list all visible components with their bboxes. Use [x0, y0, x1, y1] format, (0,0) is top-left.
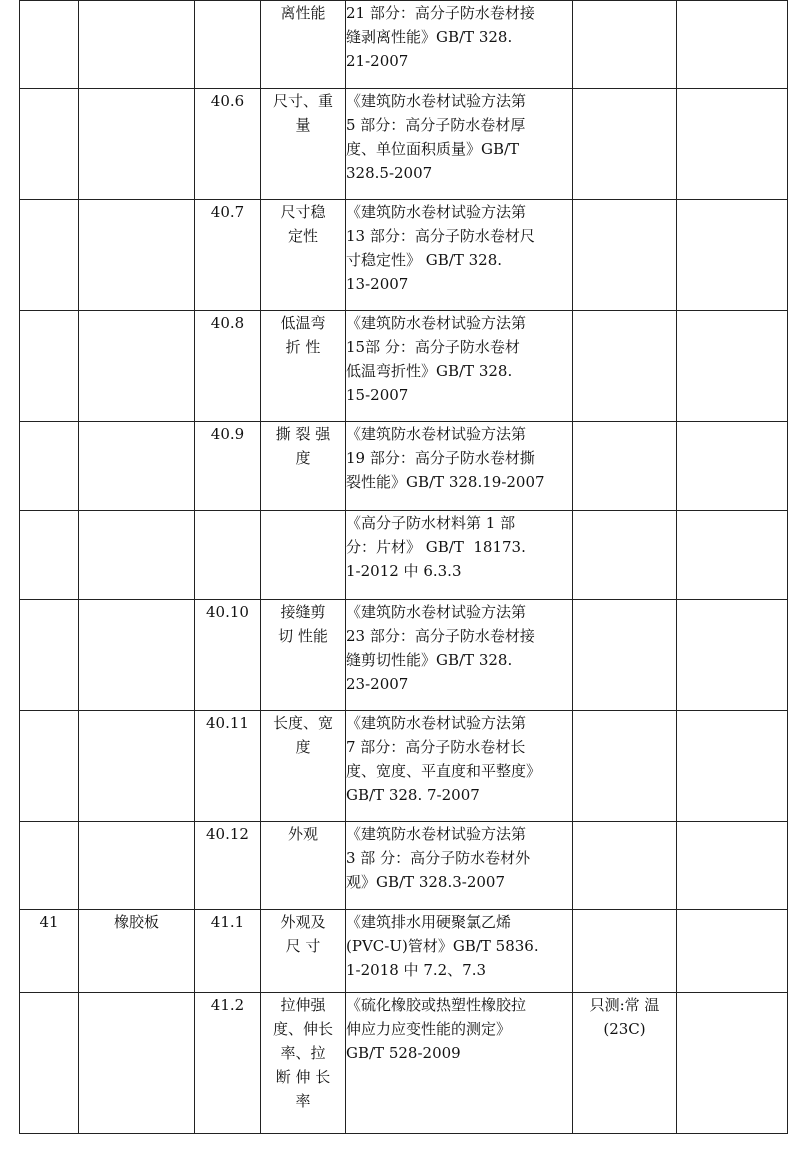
sub-item-number-cell-text: 40.10 — [206, 603, 249, 621]
test-item-cell — [261, 422, 346, 511]
table-row — [20, 993, 788, 1134]
test-item-cell — [261, 89, 346, 200]
standard-cell — [346, 200, 573, 311]
limitation-cell — [573, 910, 677, 993]
sub-item-number-cell — [195, 910, 261, 993]
seq-number-cell — [20, 311, 79, 422]
standard-cell-line: 低温弯折性》GB/T 328. — [346, 362, 513, 380]
standard-cell — [346, 822, 573, 910]
test-item-cell-line: 度 — [295, 449, 311, 467]
table-row — [20, 822, 788, 910]
sub-item-number-cell — [195, 89, 261, 200]
standard-cell-line: 《高分子防水材料第 1 部 — [346, 514, 516, 532]
sub-item-number-cell — [195, 1, 261, 89]
sub-item-number-cell-text: 41.1 — [210, 913, 245, 931]
limitation-cell — [573, 711, 677, 822]
product-name-cell — [79, 1, 195, 89]
table-row — [20, 511, 788, 600]
test-item-cell-line: 率 — [295, 1092, 311, 1110]
seq-number-cell — [20, 822, 79, 910]
limitation-cell — [573, 200, 677, 311]
note-cell — [677, 89, 788, 200]
product-name-cell — [79, 600, 195, 711]
standard-cell-line: 1-2018 中 7.2、7.3 — [346, 961, 487, 979]
limitation-cell — [573, 422, 677, 511]
table-row — [20, 311, 788, 422]
standard-cell-line: GB/T 528-2009 — [346, 1044, 461, 1062]
standard-cell-line: 观》GB/T 328.3-2007 — [346, 873, 506, 891]
standard-cell-line: 1-2012 中 6.3.3 — [346, 562, 462, 580]
test-item-cell-line: 撕 裂 强 — [275, 425, 331, 443]
sub-item-number-cell-text: 41.2 — [210, 996, 245, 1014]
standard-cell-line: 缝剥离性能》GB/T 328. — [346, 28, 513, 46]
standard-cell-line: 《建筑防水卷材试验方法第 — [346, 714, 527, 732]
test-item-cell-line: 尺寸稳 — [280, 203, 326, 221]
seq-number-cell-text: 41 — [39, 913, 59, 931]
limitation-cell-line: (23C) — [603, 1020, 646, 1038]
standard-cell-line: 《建筑排水用硬聚氯乙烯 — [346, 913, 512, 931]
test-item-cell-line: 拉伸强 — [280, 996, 326, 1014]
standard-cell-line: 21-2007 — [346, 52, 409, 70]
product-name-cell — [79, 711, 195, 822]
standard-cell-line: 度、宽度、平直度和平整度》 — [346, 762, 542, 780]
standard-cell — [346, 311, 573, 422]
standard-cell-line: 13-2007 — [346, 275, 409, 293]
standard-cell-line: 《建筑防水卷材试验方法第 — [346, 92, 527, 110]
test-item-cell-line: 低温弯 — [280, 314, 326, 332]
product-name-cell — [79, 200, 195, 311]
product-name-cell — [79, 89, 195, 200]
standard-cell — [346, 89, 573, 200]
standard-cell-line: 伸应力应变性能的测定》 — [346, 1020, 512, 1038]
standard-cell-line: 23 部分：高分子防水卷材接 — [346, 627, 535, 645]
standard-cell-line: 分：片材》 GB/T 18173. — [346, 538, 526, 556]
test-item-cell — [261, 711, 346, 822]
seq-number-cell — [20, 422, 79, 511]
test-item-cell-line: 尺寸、重 — [272, 92, 333, 110]
standard-cell-line: 《硫化橡胶或热塑性橡胶拉 — [346, 996, 527, 1014]
standard-cell-line: (PVC-U)管材》GB/T 5836. — [346, 937, 539, 955]
test-item-cell-line: 接缝剪 — [280, 603, 326, 621]
seq-number-cell — [20, 910, 79, 993]
standard-cell — [346, 711, 573, 822]
standard-cell — [346, 1, 573, 89]
product-name-cell — [79, 311, 195, 422]
note-cell — [677, 422, 788, 511]
seq-number-cell — [20, 1, 79, 89]
standard-cell — [346, 600, 573, 711]
test-item-cell — [261, 822, 346, 910]
sub-item-number-cell-text: 40.9 — [210, 425, 245, 443]
seq-number-cell — [20, 600, 79, 711]
test-item-cell-line: 定性 — [287, 227, 318, 245]
standard-cell-line: 《建筑防水卷材试验方法第 — [346, 825, 527, 843]
table-body — [20, 1, 788, 1134]
table-row — [20, 200, 788, 311]
standard-cell-line: 15部 分：高分子防水卷材 — [346, 338, 520, 356]
test-item-cell-line: 度、伸长 — [272, 1020, 333, 1038]
seq-number-cell — [20, 711, 79, 822]
note-cell — [677, 711, 788, 822]
standard-cell-line: 23-2007 — [346, 675, 409, 693]
test-item-cell-line: 折 性 — [285, 338, 321, 356]
standard-cell-line: 裂性能》GB/T 328.19-2007 — [346, 473, 545, 491]
standard-cell-line: 度、单位面积质量》GB/T — [346, 140, 520, 158]
test-item-cell-line: 外观及 — [280, 913, 326, 931]
standard-cell-line: 13 部分：高分子防水卷材尺 — [346, 227, 535, 245]
test-item-cell-line: 度 — [295, 738, 311, 756]
sub-item-number-cell-text: 40.11 — [206, 714, 249, 732]
sub-item-number-cell — [195, 200, 261, 311]
test-item-cell — [261, 511, 346, 600]
note-cell — [677, 993, 788, 1134]
test-item-cell — [261, 600, 346, 711]
note-cell — [677, 1, 788, 89]
note-cell — [677, 822, 788, 910]
sub-item-number-cell — [195, 711, 261, 822]
standard-cell-line: 3 部 分：高分子防水卷材外 — [346, 849, 531, 867]
test-item-cell — [261, 910, 346, 993]
sub-item-number-cell — [195, 422, 261, 511]
product-name-cell-text: 橡胶板 — [113, 913, 159, 931]
limitation-cell — [573, 822, 677, 910]
limitation-cell — [573, 993, 677, 1134]
table-row — [20, 910, 788, 993]
limitation-cell — [573, 311, 677, 422]
product-name-cell — [79, 993, 195, 1134]
seq-number-cell — [20, 89, 79, 200]
note-cell — [677, 200, 788, 311]
table-row — [20, 600, 788, 711]
test-item-cell — [261, 200, 346, 311]
standard-cell-line: 21 部分：高分子防水卷材接 — [346, 4, 535, 22]
standard-cell-line: 7 部分：高分子防水卷材长 — [346, 738, 526, 756]
sub-item-number-cell-text: 40.7 — [210, 203, 245, 221]
note-cell — [677, 511, 788, 600]
sub-item-number-cell — [195, 600, 261, 711]
test-item-cell-line: 率、拉 — [280, 1044, 326, 1062]
standard-cell — [346, 511, 573, 600]
table-row — [20, 89, 788, 200]
standards-table — [19, 0, 788, 1134]
standard-cell — [346, 910, 573, 993]
test-item-cell-line: 尺 寸 — [285, 937, 321, 955]
sub-item-number-cell-text: 40.6 — [210, 92, 245, 110]
sub-item-number-cell — [195, 511, 261, 600]
seq-number-cell — [20, 200, 79, 311]
test-item-cell — [261, 993, 346, 1134]
test-item-cell — [261, 311, 346, 422]
test-item-cell-line: 切 性能 — [278, 627, 328, 645]
product-name-cell — [79, 822, 195, 910]
sub-item-number-cell — [195, 822, 261, 910]
test-item-cell-line: 量 — [295, 116, 311, 134]
standard-cell-line: 缝剪切性能》GB/T 328. — [346, 651, 513, 669]
standard-cell — [346, 422, 573, 511]
sub-item-number-cell — [195, 993, 261, 1134]
table-row — [20, 422, 788, 511]
test-item-cell-line: 外观 — [287, 825, 318, 843]
sub-item-number-cell-text: 40.8 — [210, 314, 245, 332]
note-cell — [677, 910, 788, 993]
note-cell — [677, 311, 788, 422]
limitation-cell-line: 只测:常 温 — [589, 996, 660, 1014]
product-name-cell — [79, 511, 195, 600]
product-name-cell — [79, 422, 195, 511]
standard-cell-line: 《建筑防水卷材试验方法第 — [346, 314, 527, 332]
seq-number-cell — [20, 511, 79, 600]
test-item-cell — [261, 1, 346, 89]
standard-cell-line: 《建筑防水卷材试验方法第 — [346, 425, 527, 443]
seq-number-cell — [20, 993, 79, 1134]
standard-cell — [346, 993, 573, 1134]
standard-cell-line: 15-2007 — [346, 386, 409, 404]
test-item-cell-line: 断 伸 长 — [275, 1068, 331, 1086]
standard-cell-line: 寸稳定性》 GB/T 328. — [346, 251, 502, 269]
standard-cell-line: 《建筑防水卷材试验方法第 — [346, 603, 527, 621]
test-item-cell-line: 长度、宽 — [272, 714, 333, 732]
limitation-cell — [573, 600, 677, 711]
sub-item-number-cell — [195, 311, 261, 422]
table-row — [20, 1, 788, 89]
limitation-cell — [573, 1, 677, 89]
standard-cell-line: 5 部分：高分子防水卷材厚 — [346, 116, 526, 134]
product-name-cell — [79, 910, 195, 993]
standard-cell-line: 328.5-2007 — [346, 164, 433, 182]
standard-cell-line: 《建筑防水卷材试验方法第 — [346, 203, 527, 221]
standard-cell-line: 19 部分：高分子防水卷材撕 — [346, 449, 535, 467]
note-cell — [677, 600, 788, 711]
table-row — [20, 711, 788, 822]
limitation-cell — [573, 511, 677, 600]
limitation-cell — [573, 89, 677, 200]
test-item-cell-line: 离性能 — [280, 4, 326, 22]
sub-item-number-cell-text: 40.12 — [206, 825, 249, 843]
standard-cell-line: GB/T 328. 7-2007 — [346, 786, 480, 804]
